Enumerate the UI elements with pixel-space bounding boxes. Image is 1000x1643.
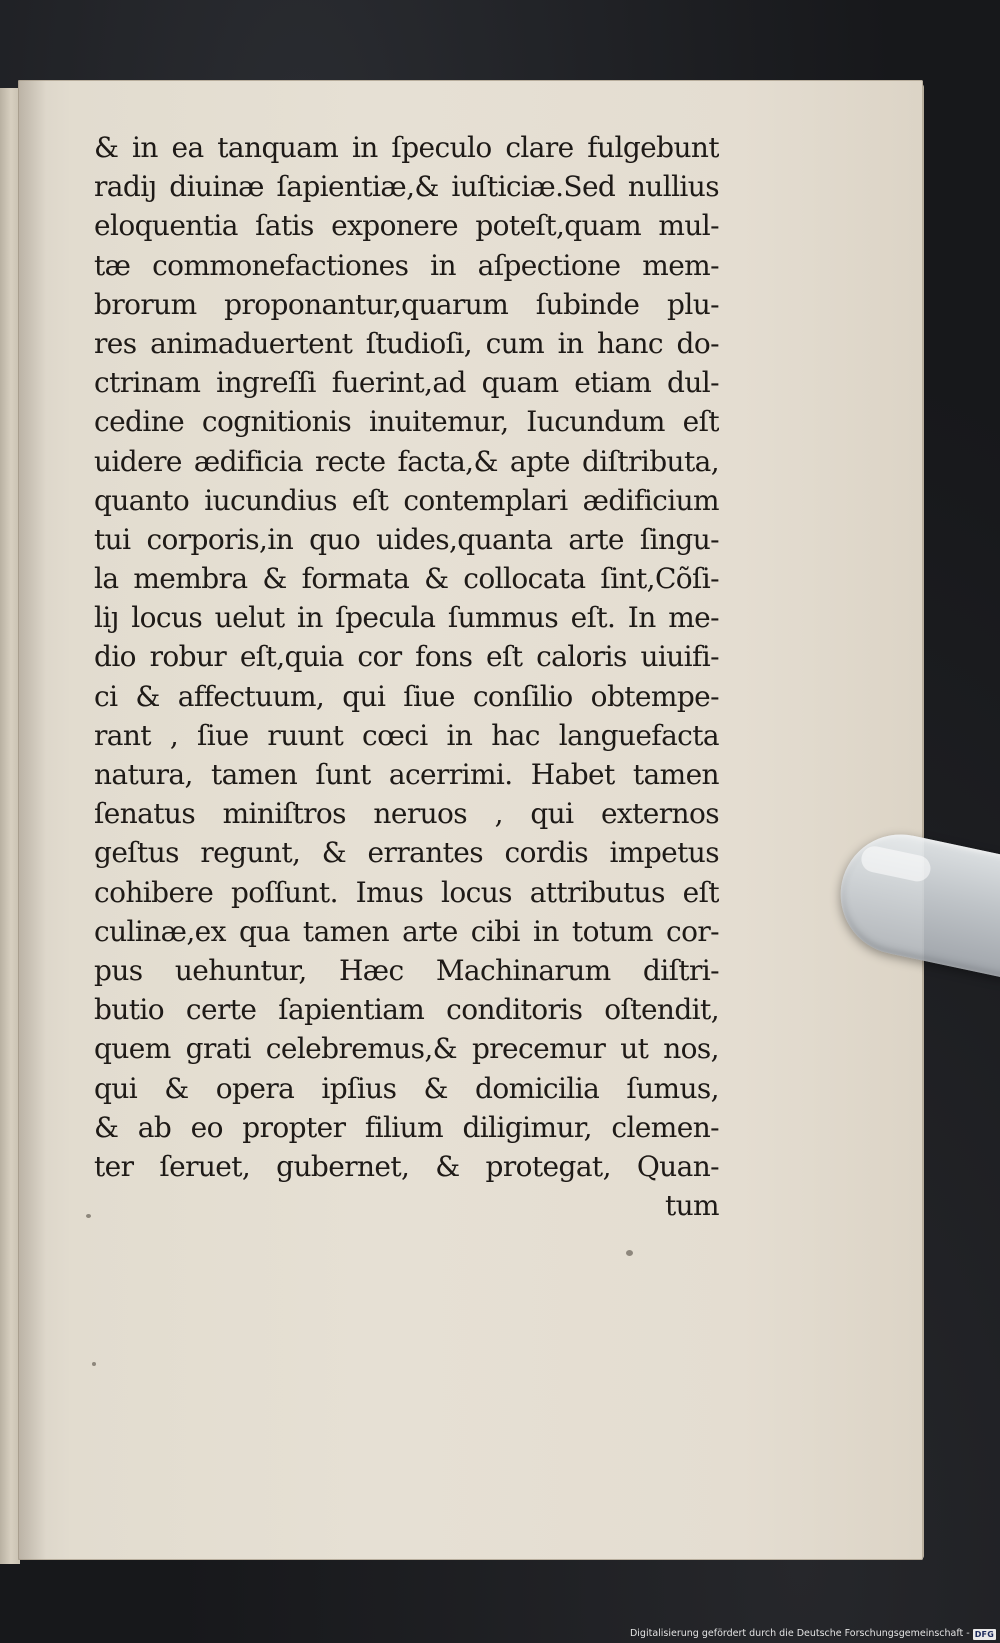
ink-speck [626, 1250, 633, 1256]
text-line: ci & affectuum, qui ſiue conſilio obtempe- [94, 679, 719, 713]
text-line: cedine cognitionis inuitemur, Iucundum eſt [94, 405, 719, 439]
text-line: rant , ſiue ruunt cœci in hac languefacta [94, 718, 719, 752]
text-line: cohibere poſſunt. Imus locus attributus eſt [94, 875, 719, 909]
catchword: tum [664, 1189, 719, 1223]
text-line: ctrinam ingreſſi fuerint,ad quam etiam dul- [94, 366, 719, 400]
text-line: la membra & formata & collocata ſint,Cõſi- [94, 562, 719, 596]
ink-speck [92, 1362, 96, 1366]
text-line: qui & opera ipſius & domicilia ſumus, [94, 1071, 719, 1105]
text-line: ſenatus miniſtros neruos , qui externos [94, 797, 719, 831]
text-line: quanto iucundius eſt contemplari ædificium [94, 483, 719, 517]
text-line: eloquentia ſatis exponere poteſt,quam mul- [94, 209, 719, 243]
text-line: natura, tamen ſunt acerrimi. Habet tamen [94, 758, 719, 791]
text-line: ter ſeruet, gubernet, & protegat, Quan- [94, 1149, 719, 1183]
text-line: & ab eo propter filium diligimur, clemen- [94, 1110, 719, 1144]
text-line: quem grati celebremus,& precemur ut nos, [94, 1032, 719, 1066]
text-line: uidere ædificia recte facta,& apte diſtributa, [94, 444, 719, 478]
text-line: radiȷ diuinæ ſapientiæ,& iuſticiæ.Sed nullius [94, 170, 719, 204]
page-text [94, 128, 719, 1225]
text-line: pus uehuntur, Hæc Machinarum diſtri- [94, 953, 719, 987]
text-line: & in ea tanquam in ſpeculo clare fulgebunt [94, 131, 719, 164]
dfg-logo: DFG [974, 1629, 994, 1639]
text-line: brorum proponantur,quarum ſubinde plu- [94, 287, 719, 321]
ink-speck [86, 1214, 91, 1218]
text-line: tæ commonefactiones in aſpectione mem- [94, 248, 719, 282]
text-line: culinæ,ex qua tamen arte cibi in totum cor- [94, 914, 719, 948]
text-line: res animaduertent ſtudioſi, cum in hanc do- [94, 326, 719, 360]
text-line: dio robur eſt,quia cor fons eſt caloris uiuifi- [94, 640, 719, 674]
text-line: liȷ locus uelut in ſpecula ſummus eſt. In me- [94, 601, 719, 635]
text-line: tui corporis,in quo uides,quanta arte ſingu- [94, 522, 719, 556]
credit-text: Digitalisierung gefördert durch die Deutsche Forschungsgemeinschaft - [629, 1628, 970, 1639]
previous-page-edge [0, 88, 20, 1564]
text-line: geſtus regunt, & errantes cordis impetus [94, 836, 719, 870]
digitization-credit [600, 1627, 996, 1641]
text-line: butio certe ſapientiam conditoris oſtendit, [94, 993, 719, 1027]
